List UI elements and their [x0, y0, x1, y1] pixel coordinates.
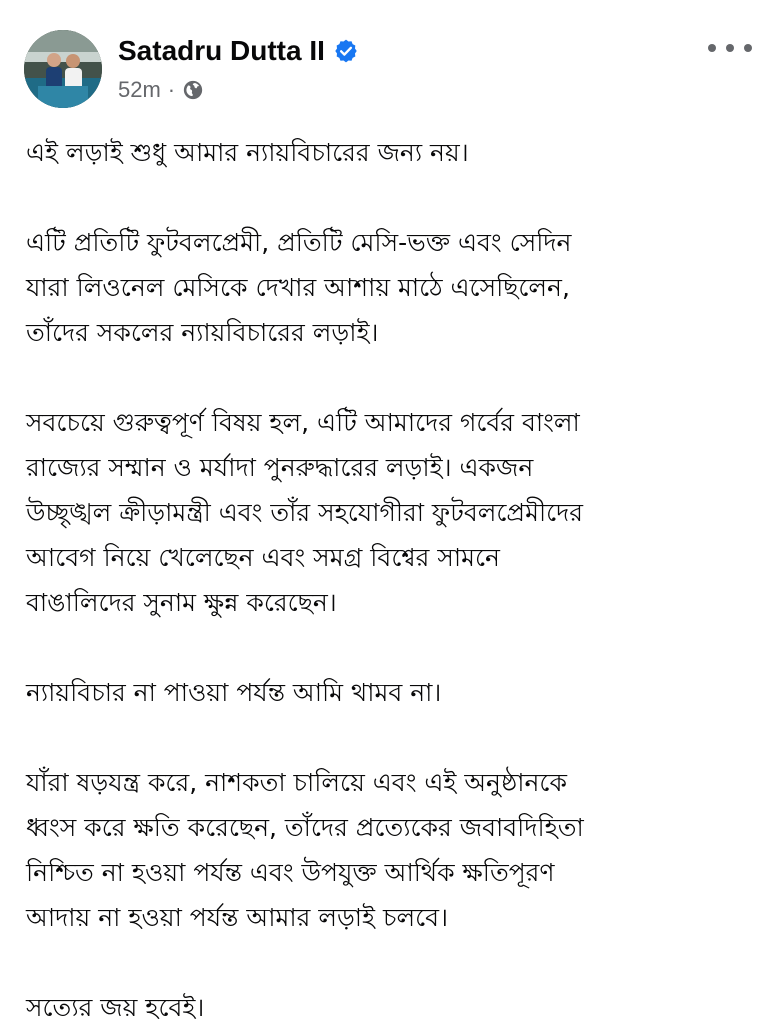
verified-badge-icon [333, 38, 359, 64]
post-line: রাজ্যের সম্মান ও মর্যাদা পুনরুদ্ধারের লড়াই। একজন [26, 453, 534, 482]
avatar-photo-icon [24, 30, 102, 108]
post-line: এই লড়াই শুধু আমার ন্যায়বিচারের জন্য নয়। [26, 138, 469, 167]
post-line: যারা লিওনেল মেসিকে দেখার আশায় মাঠে এসেছিলেন, [26, 273, 570, 302]
author-row [118, 32, 359, 70]
post-timestamp[interactable]: 52m [118, 77, 161, 102]
globe-icon[interactable] [182, 79, 204, 101]
post-line: আদায় না হওয়া পর্যন্ত আমার লড়াই চলবে। [26, 903, 449, 932]
post-meta [118, 76, 204, 104]
post-text [26, 130, 748, 1030]
post-line: সত্যের জয় হবেই। [26, 993, 205, 1022]
post-line: ন্যায়বিচার না পাওয়া পর্যন্ত আমি থামব না। [26, 678, 442, 707]
post-line: তাঁদের সকলের ন্যায়বিচারের লড়াই। [26, 318, 379, 347]
post-line: উচ্ছৃঙ্খল ক্রীড়ামন্ত্রী এবং তাঁর সহযোগীরা ফুটবলপ্রেমীদের [26, 498, 584, 527]
post-line: ধ্বংস করে ক্ষতি করেছেন, তাঁদের প্রত্যেকের জবাবদিহিতা [26, 813, 584, 842]
post-paragraph [26, 985, 748, 1030]
post-line: এটি প্রতিটি ফুটবলপ্রেমী, প্রতিটি মেসি-ভক্ত এবং সেদিন [26, 228, 572, 257]
post-line: নিশ্চিত না হওয়া পর্যন্ত এবং উপযুক্ত আর্থিক ক্ষতিপূরণ [26, 858, 555, 887]
more-dot [744, 44, 752, 52]
post-paragraph [26, 760, 748, 940]
more-dot [726, 44, 734, 52]
post-line: বাঙালিদের সুনাম ক্ষুন্ন করেছেন। [26, 588, 337, 617]
post-paragraph [26, 130, 748, 175]
post-line: যাঁরা ষড়যন্ত্র করে, নাশকতা চালিয়ে এবং এই অনুষ্ঠানকে [26, 768, 567, 797]
post-paragraph [26, 400, 748, 625]
post-line: আবেগ নিয়ে খেলেছেন এবং সমগ্র বিশ্বের সামনে [26, 543, 500, 572]
post-line: সবচেয়ে গুরুত্বপূর্ণ বিষয় হল, এটি আমাদের গর্বের বাংলা [26, 408, 580, 437]
post-paragraph [26, 220, 748, 355]
meta-separator: · [167, 77, 176, 102]
author-name[interactable]: Satadru Dutta II [118, 35, 325, 66]
post-paragraph [26, 670, 748, 715]
more-dot [708, 44, 716, 52]
avatar[interactable] [24, 30, 102, 108]
post-header [0, 0, 768, 120]
more-options-icon[interactable] [708, 36, 752, 60]
